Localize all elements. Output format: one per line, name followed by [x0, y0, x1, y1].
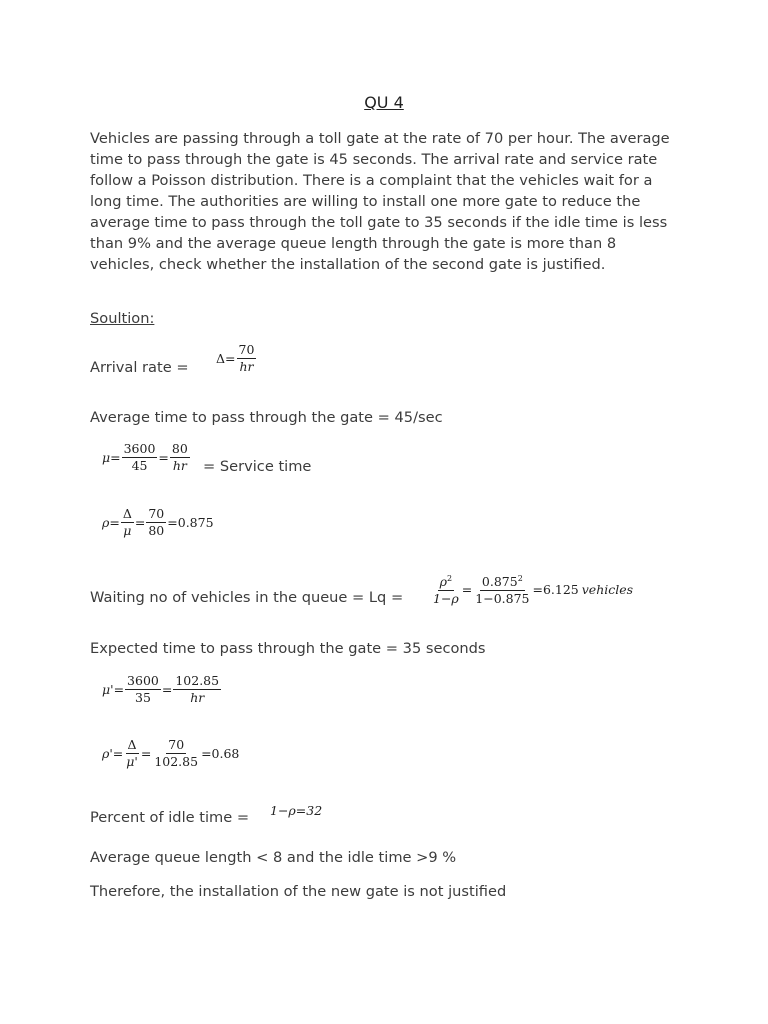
rho2-fraction-2: [152, 738, 200, 769]
fraction-denominator: hr: [190, 690, 205, 705]
fraction-numerator: 0.875$^2$: [481, 574, 523, 590]
rho-result: =0.875: [167, 515, 214, 530]
fraction-numerator: Δ: [122, 506, 132, 521]
idle-expression: 1−ρ=32: [270, 803, 323, 818]
queue-length-formula: [430, 572, 633, 606]
equals-sign: =: [134, 515, 146, 530]
mu-prime-symbol: μ': [102, 682, 114, 697]
fraction-numerator: 3600: [127, 673, 159, 688]
equals-sign: =: [109, 515, 120, 530]
lq-result: =6.125: [532, 581, 579, 597]
fraction-numerator: 70: [168, 737, 185, 752]
fraction-denominator: 1−ρ: [433, 591, 459, 607]
page-title: QU 4: [364, 93, 404, 112]
arrival-fraction: [237, 343, 257, 374]
problem-statement: Vehicles are passing through a toll gate at the rate of 70 per hour. The average time to pass through the gate is 45 seconds. The arrival rate and service rate follow a Poisson distribution. There is a complaint that the vehicles wait for a long time. The authorities are willing to install one more gate to reduce the average time to pass through the toll gate to 35 seconds if the idle time is less than 9% and the average queue length through the gate is more than 8 vehicles, check whether the installation of the second gate is justified.: [90, 130, 670, 273]
mu-fraction-1: [122, 442, 158, 473]
service-rate-formula: [102, 442, 191, 473]
mu-fraction-2: [170, 442, 190, 473]
fraction-denominator: hr: [239, 359, 254, 374]
conclusion-comparison: Average queue length < 8 and the idle time >9 %: [90, 849, 457, 866]
fraction-numerator: 70: [238, 342, 255, 357]
equals-sign: =: [158, 450, 169, 465]
idle-time-label: Percent of idle time =: [90, 809, 250, 826]
fraction-numerator: $\rho^2$: [439, 574, 453, 590]
fraction-numerator: 80: [171, 441, 188, 456]
equals-sign: =: [112, 746, 124, 761]
equals-sign: =: [140, 746, 152, 761]
fraction-denominator: 80: [148, 523, 165, 538]
fraction-denominator: 35: [135, 690, 151, 705]
rho2-fraction-1: [124, 738, 140, 769]
lq-unit: vehicles: [581, 581, 634, 597]
equals-sign: =: [225, 351, 236, 366]
delta-symbol: Δ: [216, 351, 226, 366]
equals-sign: =: [110, 450, 121, 465]
idle-time-formula: [270, 803, 322, 818]
fraction-numerator: 70: [148, 506, 165, 521]
fraction-denominator: 102.85: [154, 754, 199, 769]
rho2-result: =0.68: [201, 746, 240, 761]
expected-time-line: Expected time to pass through the gate = 35 seconds: [90, 640, 486, 657]
equals-sign: =: [461, 581, 473, 597]
new-utilization-formula: [102, 738, 239, 769]
arrival-rate-label: Arrival rate =: [90, 359, 189, 376]
fraction-numerator: 102.85: [175, 673, 220, 688]
rho-symbol: ρ: [102, 515, 110, 530]
mu2-fraction-1: [125, 674, 161, 705]
fraction-numerator: 3600: [123, 441, 156, 456]
average-time-line: Average time to pass through the gate = 45/sec: [90, 409, 443, 426]
rho-fraction-1: [121, 507, 134, 538]
queue-length-label: Waiting no of vehicles in the queue = Lq =: [90, 589, 404, 606]
fraction-denominator: 1−0.875: [475, 591, 530, 607]
fraction-denominator: μ: [123, 523, 132, 538]
lq-fraction-1: [431, 572, 461, 606]
fraction-denominator: μ': [126, 754, 138, 769]
fraction-numerator: Δ: [127, 737, 137, 752]
rho-prime-symbol: ρ': [102, 746, 113, 761]
fraction-denominator: hr: [172, 458, 187, 473]
conclusion-final: Therefore, the installation of the new gate is not justified: [90, 883, 507, 900]
equals-sign: =: [161, 682, 173, 697]
equals-sign: =: [113, 682, 125, 697]
lq-fraction-2: [473, 572, 531, 606]
fraction-denominator: 45: [131, 458, 148, 473]
new-service-rate-formula: [102, 674, 222, 705]
mu-symbol: μ: [102, 450, 111, 465]
rho-fraction-2: [146, 507, 166, 538]
solution-heading: Soultion:: [90, 310, 155, 327]
mu2-fraction-2: [173, 674, 221, 705]
arrival-rate-formula: [216, 343, 257, 374]
utilization-formula: [102, 507, 214, 538]
service-time-label: = Service time: [203, 458, 312, 475]
